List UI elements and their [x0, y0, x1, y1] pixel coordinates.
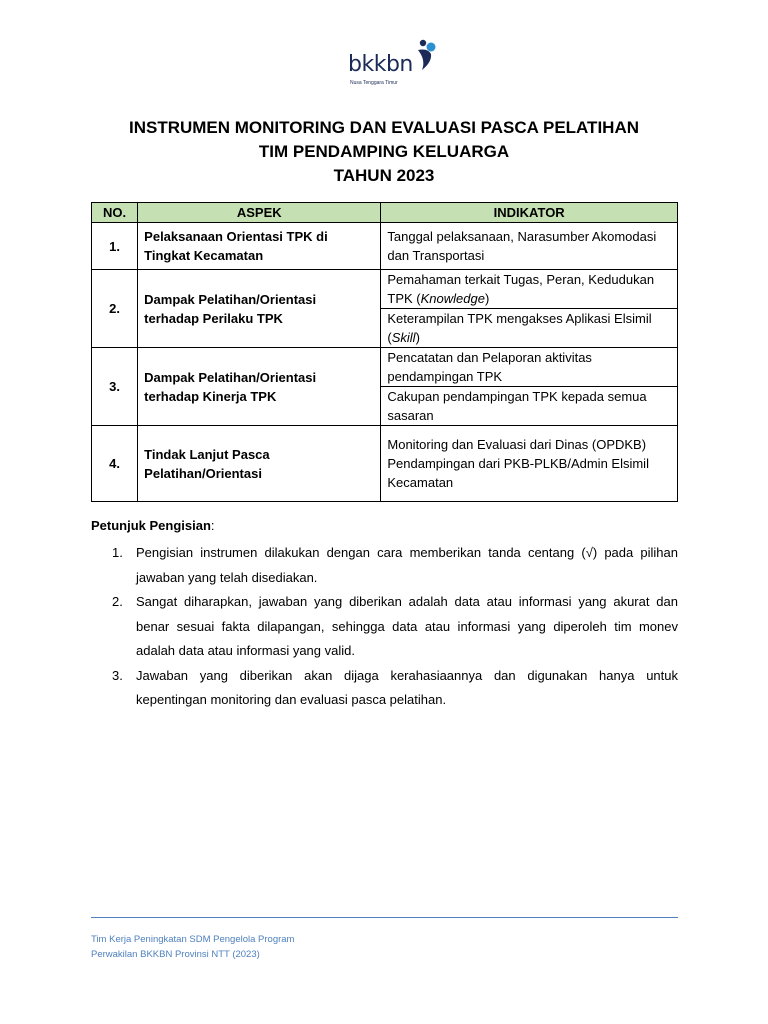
indikator-text: ) [415, 330, 420, 345]
indikator-text: Keterampilan TPK mengakses Aplikasi Elsimil ( [387, 311, 652, 345]
row-indikator: Pencatatan dan Pelaporan aktivitas pendampingan TPK [381, 348, 678, 387]
list-item [91, 590, 678, 664]
list-text: Sangat diharapkan, jawaban yang diberikan adalah data atau informasi yang akurat dan benar sesuai fakta dilapangan, sehingga data atau informasi yang diperoleh tim monev adalah data atau informasi yang valid. [136, 594, 678, 658]
bkkbn-logo [346, 38, 442, 98]
title-line-2: TIM PENDAMPING KELUARGA [258, 142, 510, 161]
petunjuk-title: Petunjuk Pengisian [91, 518, 211, 533]
list-text: Jawaban yang diberikan akan dijaga kerahasiaannya dan digunakan hanya untuk kepentingan monitoring dan evaluasi pasca pelatihan. [136, 667, 678, 707]
header-no: NO. [92, 203, 138, 223]
row-indikator: Cakupan pendampingan TPK kepada semua sasaran [381, 387, 678, 426]
table-row [92, 426, 678, 502]
indikator-italic: Skill [391, 330, 416, 345]
indikator-text: Pemahaman terkait Tugas, Peran, Kedudukan TPK ( [387, 272, 655, 306]
row-indikator [381, 309, 678, 348]
petunjuk-colon: : [210, 518, 215, 533]
logo-wordmark: bkkbn [348, 52, 413, 77]
table-row [92, 270, 678, 309]
table-row [92, 223, 678, 270]
row-number: 1. [92, 223, 138, 270]
indikator-line: Pendampingan dari PKB-PLKB/Admin Elsimil Kecamatan [387, 456, 649, 490]
row-number: 3. [92, 348, 138, 426]
header-indikator: INDIKATOR [381, 203, 678, 223]
indikator-text: ) [484, 291, 490, 306]
document-title [60, 116, 708, 188]
row-aspek: Pelaksanaan Orientasi TPK di Tingkat Kecamatan [138, 223, 381, 270]
footer-divider [91, 917, 678, 918]
row-indikator [381, 270, 678, 309]
title-line-1: INSTRUMEN MONITORING DAN EVALUASI PASCA PELATIHAN [128, 118, 639, 137]
footer [91, 932, 294, 962]
list-item [91, 541, 678, 590]
indikator-italic: Knowledge [420, 291, 485, 306]
list-number: 2. [112, 594, 123, 609]
instrument-table [91, 202, 678, 502]
list-text: Pengisian instrumen dilakukan dengan cara memberikan tanda centang (√) pada pilihan jawaban yang telah disediakan. [136, 545, 678, 585]
row-aspek: Dampak Pelatihan/Orientasi terhadap Kinerja TPK [138, 348, 381, 426]
logo-subtitle: Nusa Tenggara Timur [350, 80, 398, 86]
list-number: 1. [112, 545, 123, 560]
petunjuk-heading [91, 518, 215, 533]
header-aspek: ASPEK [138, 203, 381, 223]
row-aspek: Dampak Pelatihan/Orientasi terhadap Perilaku TPK [138, 270, 381, 348]
table-row [92, 348, 678, 387]
footer-line-2: Perwakilan BKKBN Provinsi NTT (2023) [91, 949, 260, 960]
row-aspek: Tindak Lanjut Pasca Pelatihan/Orientasi [138, 426, 381, 502]
footer-line-1: Tim Kerja Peningkatan SDM Pengelola Program [91, 934, 295, 945]
title-line-3: TAHUN 2023 [333, 166, 435, 185]
row-indikator [381, 426, 678, 502]
list-item [91, 664, 678, 713]
petunjuk-list [91, 541, 678, 713]
indikator-line: Monitoring dan Evaluasi dari Dinas (OPDKB) [387, 437, 647, 452]
table-header-row [92, 203, 678, 223]
row-number: 2. [92, 270, 138, 348]
row-indikator: Tanggal pelaksanaan, Narasumber Akomodasi dan Transportasi [381, 223, 678, 270]
logo-mark-icon [414, 38, 440, 74]
list-number: 3. [112, 667, 123, 683]
row-number: 4. [92, 426, 138, 502]
